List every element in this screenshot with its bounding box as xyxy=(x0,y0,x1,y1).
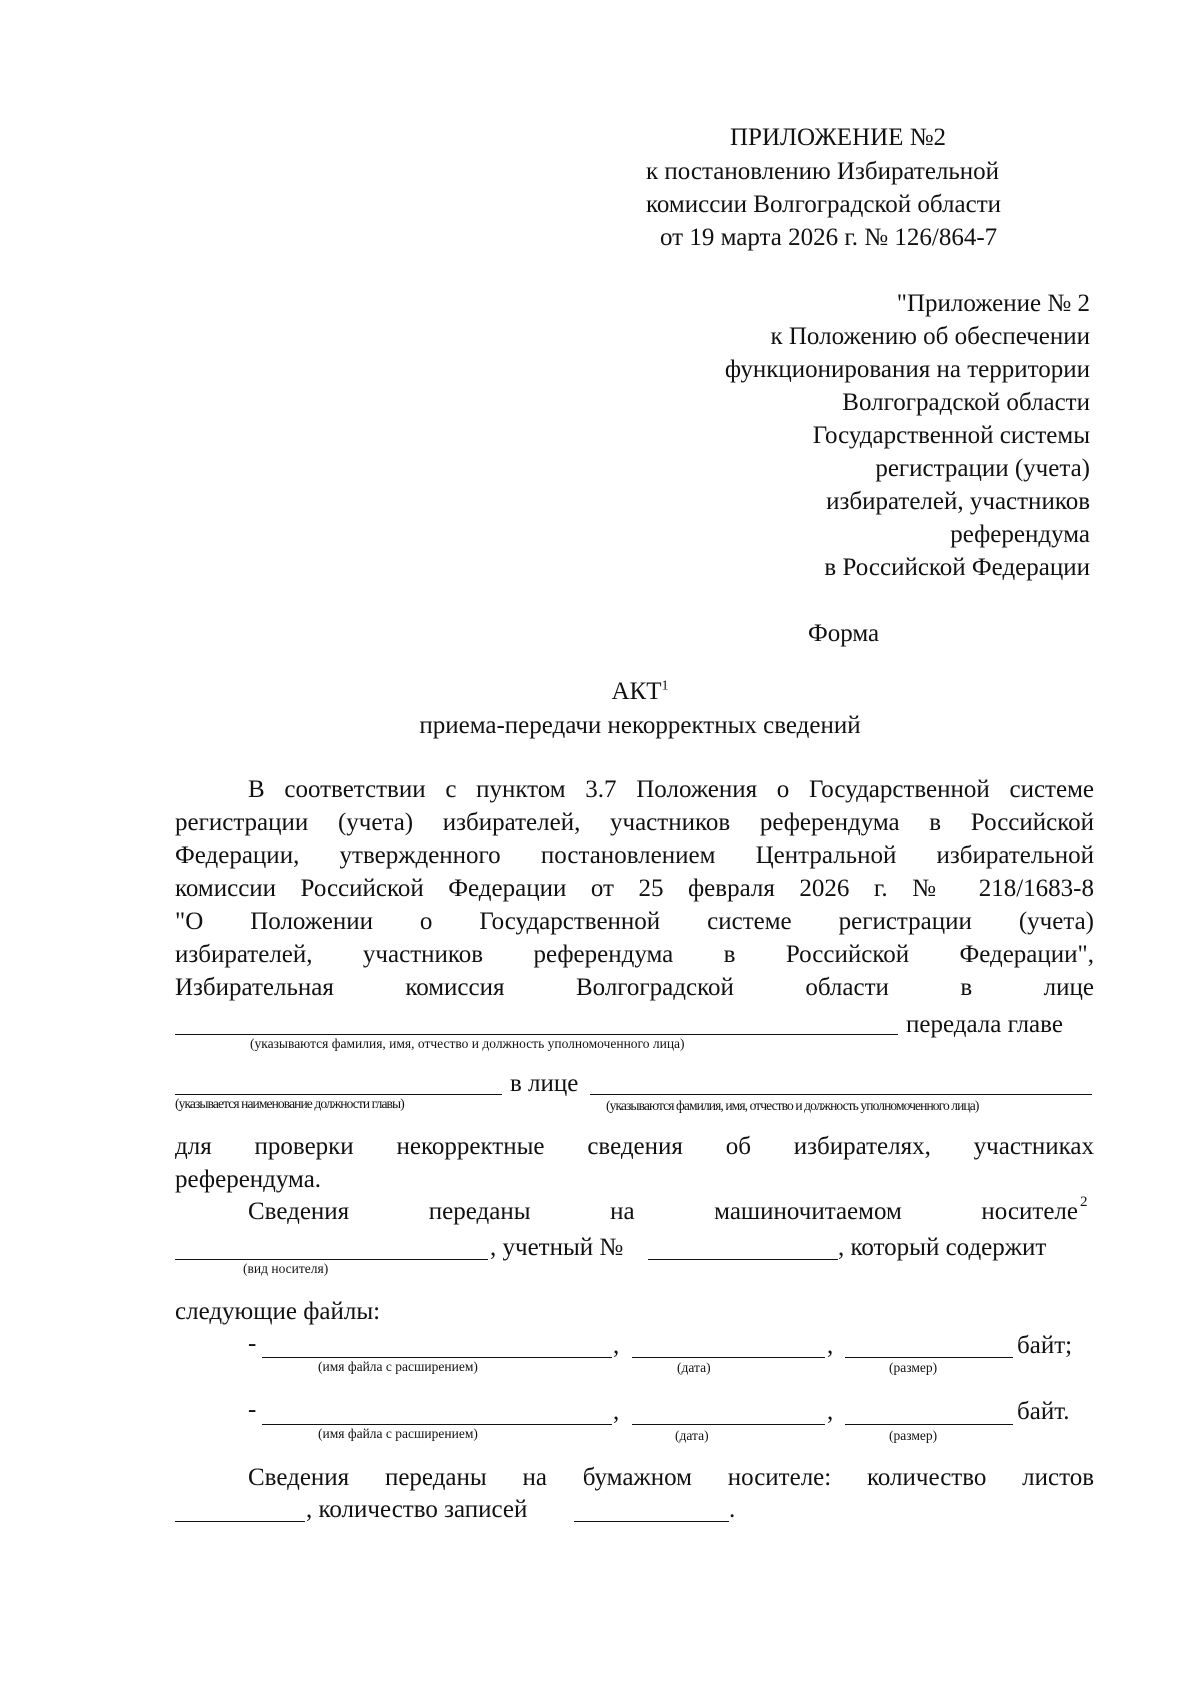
files-label: следующие файлы: xyxy=(175,1298,381,1325)
file-unit: байт; xyxy=(1017,1332,1073,1359)
para1-line: комиссии Российской Федерации от 25 февраля 2026 г. № 218/1683-8 xyxy=(175,875,1094,902)
file-date-field[interactable] xyxy=(632,1424,825,1425)
comma: , xyxy=(827,1332,834,1359)
footnote-2: 2 xyxy=(1080,1194,1088,1210)
act-title-text: АКТ xyxy=(611,678,662,705)
file-name-field[interactable] xyxy=(262,1357,612,1358)
form-label: Форма xyxy=(808,620,880,647)
subheader-line: функционирования на территории xyxy=(724,356,1090,383)
records-text: , количество записей xyxy=(306,1496,528,1523)
appendix-title: ПРИЛОЖЕНИЕ №2 xyxy=(730,124,947,151)
sheets-count-field[interactable] xyxy=(175,1521,305,1522)
hint-file-date: (дата) xyxy=(677,1360,711,1375)
official-name-field[interactable] xyxy=(175,1034,898,1035)
file-dash: - xyxy=(248,1330,257,1357)
act-title xyxy=(0,676,1200,708)
hint-official: (указываются фамилия, имя, отчество и должность уполномоченного лица) xyxy=(250,1036,685,1051)
comma: , xyxy=(827,1398,834,1425)
hint-file-size: (размер) xyxy=(889,1428,938,1443)
hint-media: (вид носителя) xyxy=(243,1261,329,1276)
header-line: от 19 марта 2026 г. № 126/864-7 xyxy=(660,224,998,251)
hint-file-name: (имя файла с расширением) xyxy=(318,1426,478,1441)
hint-file-size: (размер) xyxy=(889,1360,938,1375)
hint-file-name: (имя файла с расширением) xyxy=(318,1359,478,1374)
file-date-field[interactable] xyxy=(632,1357,825,1358)
media-type-field[interactable] xyxy=(175,1259,488,1260)
subheader-line: Государственной системы xyxy=(812,422,1090,449)
file-size-field[interactable] xyxy=(845,1357,1013,1358)
subheader-line: избирателей, участников xyxy=(826,488,1090,515)
media-line: Сведения переданы на машиночитаемом носителе xyxy=(248,1198,1078,1225)
file-size-field[interactable] xyxy=(845,1424,1013,1425)
footnote-1: 1 xyxy=(661,678,669,694)
hint-head-position: (указывается наименование должности главы) xyxy=(175,1096,404,1111)
head-official-field[interactable] xyxy=(590,1094,1092,1095)
header-line: комиссии Волгоградской области xyxy=(646,191,1001,218)
paper-line: Сведения переданы на бумажном носителе: количество листов xyxy=(248,1464,1094,1491)
subheader-line: референдума xyxy=(950,521,1090,548)
comma: , xyxy=(613,1332,620,1359)
para1-line: Избирательная комиссия Волгоградской области в лице xyxy=(175,974,1094,1001)
para1-line: В соответствии с пунктом 3.7 Положения о Государственной системе xyxy=(248,776,1094,803)
subheader-line: в Российской Федерации xyxy=(824,554,1090,581)
para1-line: избирателей, участников референдума в Российской Федерации", xyxy=(175,941,1094,968)
para1-line: "О Положении о Государственной системе регистрации (учета) xyxy=(175,908,1094,935)
para2-line: для проверки некорректные сведения об избирателях, участниках xyxy=(175,1133,1094,1160)
para1-line: Федерации, утвержденного постановлением Центральной избирательной xyxy=(175,842,1094,869)
account-no-text: , учетный № xyxy=(490,1234,624,1261)
head-position-field[interactable] xyxy=(175,1094,502,1095)
hint-file-date: (дата) xyxy=(675,1428,709,1443)
act-subtitle: приема-передачи некорректных сведений xyxy=(419,712,861,739)
file-name-field[interactable] xyxy=(262,1424,612,1425)
subheader-line: "Приложение № 2 xyxy=(896,290,1090,317)
contains-text: , который содержит xyxy=(838,1234,1047,1261)
in-person-text: в лице xyxy=(510,1070,579,1097)
account-number-field[interactable] xyxy=(648,1259,838,1260)
file-unit: байт. xyxy=(1017,1398,1070,1425)
header-line: к постановлению Избирательной xyxy=(646,158,1000,185)
subheader-line: к Положению об обеспечении xyxy=(770,323,1090,350)
hint-official-2: (указываются фамилия, имя, отчество и должность уполномоченного лица) xyxy=(606,1098,979,1113)
period: . xyxy=(729,1496,736,1523)
para2-line: референдума. xyxy=(175,1166,322,1193)
comma: , xyxy=(613,1398,620,1425)
para1-line: регистрации (учета) избирателей, участников референдума в Российской xyxy=(175,809,1094,836)
subheader-line: регистрации (учета) xyxy=(875,455,1090,482)
passed-to-head-text: передала главе xyxy=(906,1011,1063,1038)
subheader-line: Волгоградской области xyxy=(842,389,1090,416)
file-dash: - xyxy=(248,1396,257,1423)
records-count-field[interactable] xyxy=(574,1521,729,1522)
